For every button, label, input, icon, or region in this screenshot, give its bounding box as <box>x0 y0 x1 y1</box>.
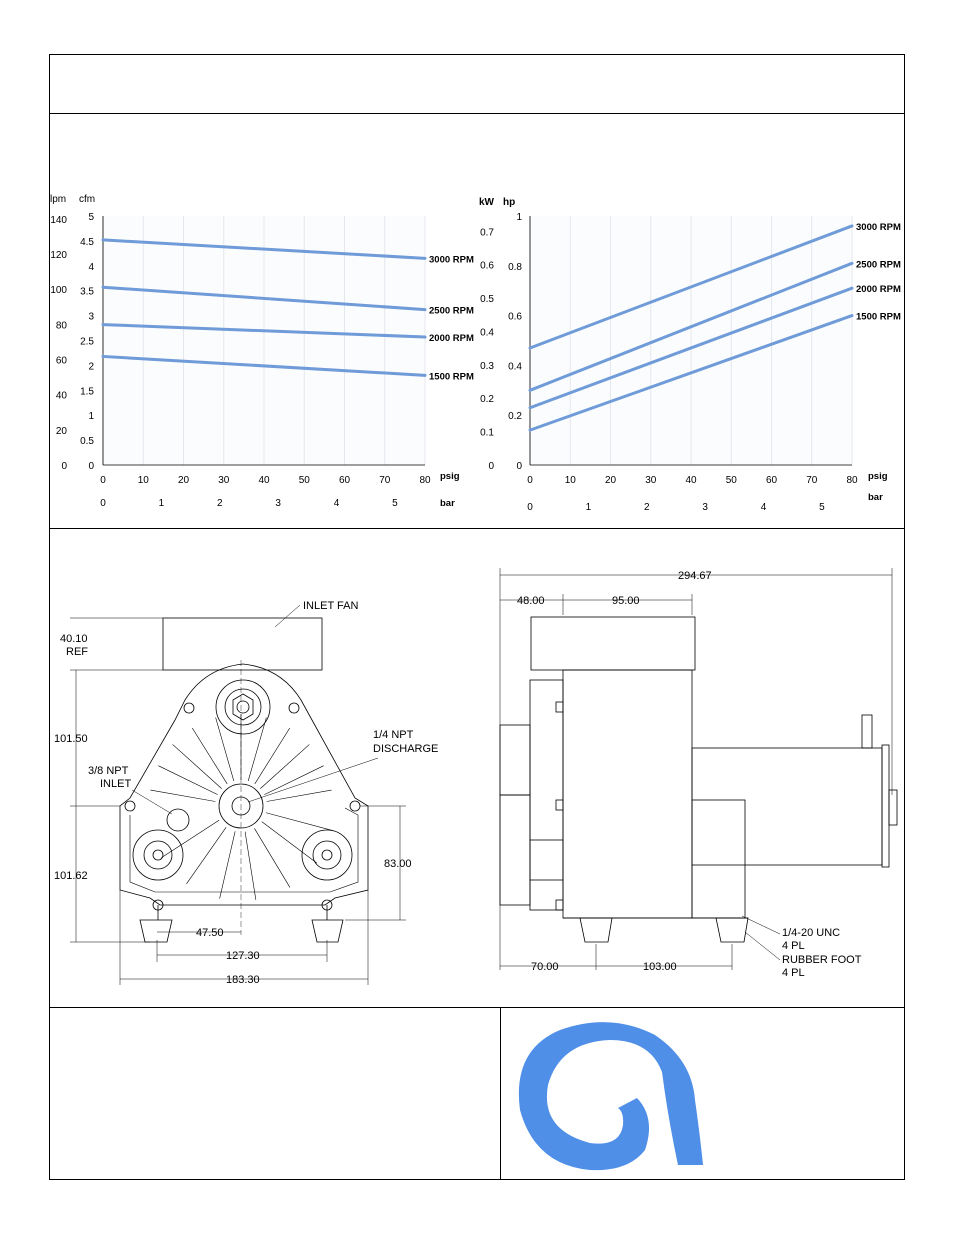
x-tick-label: 10 <box>564 475 576 486</box>
y-tick-label: 140 <box>50 214 67 226</box>
label-thread-2: 4 PL <box>782 940 805 952</box>
series-label: 3000 RPM <box>429 254 474 266</box>
label-inlet-fan: INLET FAN <box>303 600 359 612</box>
y-tick-label: 0.4 <box>480 327 494 339</box>
dim-47: 47.50 <box>196 927 224 939</box>
x-tick-label: 20 <box>604 475 617 486</box>
x-tick-label: 30 <box>645 475 657 486</box>
y-tick-label: 3 <box>88 311 94 323</box>
y-tick-label: 2.5 <box>80 336 94 348</box>
y-tick-label: 100 <box>50 285 67 297</box>
power-unit-hp: hp <box>503 197 516 208</box>
flow-unit-cfm: cfm <box>79 194 96 205</box>
x-tick-label: 50 <box>725 475 737 486</box>
label-foot-2: 4 PL <box>782 967 805 979</box>
power-unit-kw: kW <box>479 197 494 208</box>
x2-tick-label: 1 <box>585 502 592 513</box>
y-tick-label: 1.5 <box>80 386 94 398</box>
dim-83: 83.00 <box>384 858 412 870</box>
x-tick-label: 30 <box>218 475 230 486</box>
y-tick-label: 0.2 <box>508 411 522 423</box>
y-tick-label: 0.5 <box>80 436 94 448</box>
x-tick-label: 70 <box>806 475 818 486</box>
dim-fan-height: 40.10 <box>60 633 88 645</box>
y-tick-label: 80 <box>55 320 67 332</box>
flow-unit-lpm: lpm <box>50 194 67 205</box>
x-tick-label: 80 <box>419 475 431 486</box>
y-tick-label: 0.3 <box>480 360 494 372</box>
y-tick-label: 0 <box>488 461 494 472</box>
x2-tick-label: 4 <box>333 498 340 509</box>
y-tick-label: 40 <box>55 390 67 402</box>
y-tick-label: 0.4 <box>508 361 522 373</box>
x2-tick-label: 0 <box>527 502 533 513</box>
y-tick-label: 0.7 <box>480 227 494 239</box>
y-tick-label: 1 <box>88 411 94 423</box>
y-tick-label: 0.1 <box>480 427 494 439</box>
y-tick-label: 0.5 <box>480 294 494 306</box>
y-tick-label: 0.8 <box>508 261 522 273</box>
dim-total: 294.67 <box>678 570 712 582</box>
x2-tick-label: 3 <box>275 498 281 509</box>
label-inlet-2: INLET <box>100 778 132 790</box>
label-thread-1: 1/4-20 UNC <box>782 927 841 939</box>
series-label: 3000 RPM <box>856 221 901 233</box>
label-foot-1: RUBBER FOOT <box>782 954 862 966</box>
y-tick-label: 1 <box>516 212 522 223</box>
power-x-unit: psig <box>868 471 888 482</box>
flow-x-unit: psig <box>440 471 460 482</box>
y-tick-label: 0.6 <box>508 311 522 323</box>
dim-70: 70.00 <box>531 961 559 973</box>
series-label: 2500 RPM <box>429 305 474 317</box>
y-tick-label: 0 <box>516 461 522 472</box>
x-tick-label: 40 <box>685 475 697 486</box>
x2-tick-label: 5 <box>819 502 825 513</box>
x2-tick-label: 3 <box>702 502 708 513</box>
dim-103: 103.00 <box>643 961 677 973</box>
x-tick-label: 40 <box>258 475 270 486</box>
dim-48: 48.00 <box>517 595 545 607</box>
flow-x2-unit: bar <box>440 498 455 509</box>
x-tick-label: 60 <box>765 475 778 486</box>
x2-tick-label: 0 <box>100 498 106 509</box>
y-tick-label: 0.6 <box>480 260 494 272</box>
x2-tick-label: 2 <box>643 502 650 513</box>
x2-tick-label: 2 <box>216 498 223 509</box>
y-tick-label: 5 <box>88 212 94 223</box>
series-label: 2000 RPM <box>856 284 901 296</box>
y-tick-label: 4.5 <box>80 236 94 248</box>
company-logo-swirl <box>519 1022 703 1170</box>
label-discharge-1: 1/4 NPT <box>373 729 414 741</box>
label-discharge-2: DISCHARGE <box>373 743 439 755</box>
dim-127: 127.30 <box>226 950 260 962</box>
x-tick-label: 20 <box>177 475 190 486</box>
x2-tick-label: 1 <box>158 498 165 509</box>
x-tick-label: 50 <box>298 475 310 486</box>
dim-183: 183.30 <box>226 974 260 986</box>
y-tick-label: 0.2 <box>480 394 494 406</box>
x-tick-label: 0 <box>100 475 106 486</box>
power-x2-unit: bar <box>868 492 883 503</box>
x2-tick-label: 5 <box>392 498 398 509</box>
x-tick-label: 60 <box>338 475 351 486</box>
series-label: 2500 RPM <box>856 259 901 271</box>
dim-ref: REF <box>66 646 88 658</box>
y-tick-label: 2 <box>88 361 94 373</box>
label-inlet-1: 3/8 NPT <box>88 765 129 777</box>
series-label: 1500 RPM <box>856 311 901 323</box>
y-tick-label: 4 <box>88 261 94 273</box>
x-tick-label: 0 <box>527 475 533 486</box>
y-tick-label: 20 <box>55 425 67 437</box>
x-tick-label: 10 <box>137 475 149 486</box>
x2-tick-label: 4 <box>760 502 767 513</box>
dim-95: 95.00 <box>612 595 640 607</box>
dim-upper: 101.50 <box>54 733 88 745</box>
x-tick-label: 80 <box>846 475 858 486</box>
dim-lower: 101.62 <box>54 870 88 882</box>
x-tick-label: 70 <box>379 475 391 486</box>
series-label: 1500 RPM <box>429 371 474 383</box>
y-tick-label: 60 <box>55 355 67 367</box>
y-tick-label: 0 <box>61 461 67 472</box>
y-tick-label: 0 <box>88 461 94 472</box>
y-tick-label: 120 <box>50 249 67 261</box>
y-tick-label: 3.5 <box>80 286 94 298</box>
series-label: 2000 RPM <box>429 333 474 345</box>
